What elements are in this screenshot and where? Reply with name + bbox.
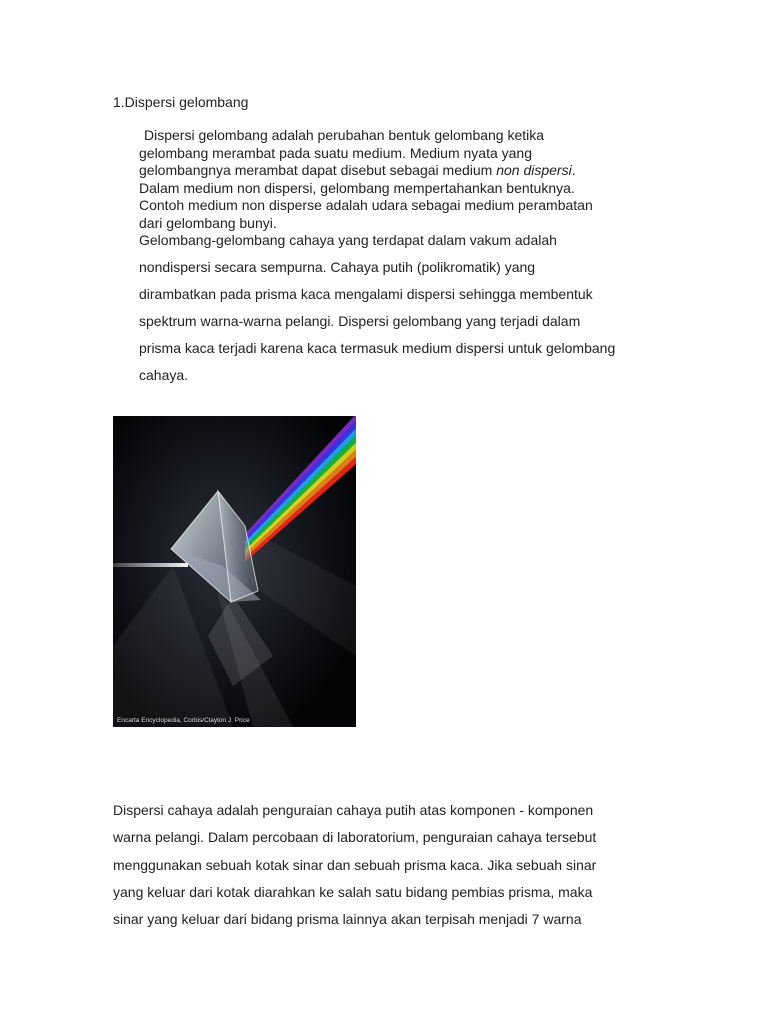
paragraph-line: warna pelangi. Dalam percobaan di laboratorium, penguraian cahaya tersebut bbox=[113, 829, 597, 846]
paragraph-line: sinar yang keluar dari bidang prisma lainnya akan terpisah menjadi 7 warna bbox=[113, 911, 582, 928]
paragraph-dispersi-gelombang bbox=[139, 127, 659, 389]
paragraph-line: nondispersi secara sempurna. Cahaya putih (polikromatik) yang bbox=[139, 258, 536, 275]
paragraph-line: cahaya. bbox=[139, 366, 189, 383]
paragraph-line: prisma kaca terjadi karena kaca termasuk medium dispersi untuk gelombang bbox=[139, 339, 616, 356]
paragraph-line bbox=[139, 162, 659, 180]
prism-photo bbox=[113, 416, 356, 727]
paragraph-line: yang keluar dari kotak diarahkan ke salah satu bidang pembias prisma, maka bbox=[113, 883, 593, 900]
paragraph-line: dirambatkan pada prisma kaca mengalami dispersi sehingga membentuk bbox=[139, 285, 593, 302]
italic-term: non dispersi bbox=[496, 162, 572, 178]
prism-illustration bbox=[113, 416, 356, 727]
paragraph-line: menggunakan sebuah kotak sinar dan sebuah prisma kaca. Jika sebuah sinar bbox=[113, 856, 597, 873]
paragraph-line: Gelombang-gelombang cahaya yang terdapat dalam vakum adalah bbox=[139, 232, 557, 248]
paragraph-line: Dalam medium non dispersi, gelombang mempertahankan bentuknya. bbox=[139, 179, 575, 196]
paragraph-line: Dispersi cahaya adalah penguraian cahaya putih atas komponen - komponen bbox=[113, 802, 594, 818]
italic-suffix: . bbox=[571, 162, 576, 178]
paragraph-line: Contoh medium non disperse adalah udara sebagai medium perambatan bbox=[139, 197, 593, 213]
paragraph-dispersi-cahaya bbox=[113, 797, 653, 933]
section-heading: 1.Dispersi gelombang bbox=[113, 94, 249, 110]
paragraph-line: dari gelombang bunyi. bbox=[139, 214, 277, 231]
white-light-beam bbox=[113, 563, 188, 567]
paragraph-line: gelombang merambat pada suatu medium. Medium nyata yang bbox=[139, 144, 532, 161]
photo-caption: Encarta Encyclopedia, Corbis/Clayton J. Price bbox=[117, 717, 250, 724]
paragraph-line-text: gelombangnya merambat dapat disebut sebagai medium bbox=[139, 162, 497, 178]
paragraph-line: Dispersi gelombang adalah perubahan bentuk gelombang ketika bbox=[144, 127, 545, 143]
paragraph-line: spektrum warna-warna pelangi. Dispersi gelombang yang terjadi dalam bbox=[139, 312, 581, 329]
